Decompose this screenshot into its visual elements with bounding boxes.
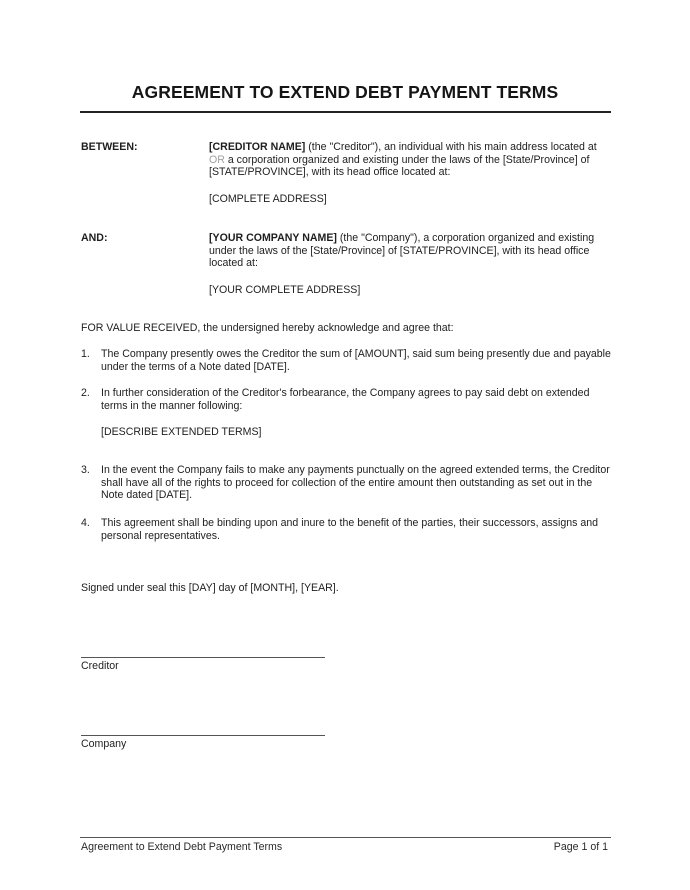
company-address: [YOUR COMPLETE ADDRESS] [209,284,361,296]
company-signature-label: Company [81,738,127,750]
creditor-signature-label: Creditor [81,660,119,672]
list-item: This agreement shall be binding upon and inure to the benefit of the parties, their successors, assigns and personal representatives. [101,517,599,542]
and-clause [209,232,604,270]
list-item: In the event the Company fails to make any payments punctually on the agreed extended terms, the Creditor shall have all of the rights to proceed for collection of the entire amount then outstanding as set out in the Note dated [DATE]. [101,464,610,502]
item-number: 1. [81,348,90,360]
and-text: (the "Company"), a corporation organized and existing under the laws of the [State/Province] of [STATE/PROVINCE], with its head office located at: [209,232,595,270]
and-label: AND: [81,232,108,244]
creditor-name-placeholder: [CREDITOR NAME] [209,141,306,153]
or-text: OR [209,153,225,166]
between-text-2: a corporation organized and existing under the laws of the [State/Province] of [STATE/PROVINCE], with its head office located at: [209,153,590,179]
footer-divider [80,837,611,838]
between-label: BETWEEN: [81,141,138,153]
list-item: In further consideration of the Creditor's forbearance, the Company agrees to pay said debt on extended terms in the manner following: [101,387,590,412]
item-number: 4. [81,517,90,529]
item-number: 2. [81,387,90,399]
between-clause [209,141,609,179]
item-number: 3. [81,464,90,476]
extended-terms-placeholder: [DESCRIBE EXTENDED TERMS] [101,426,262,438]
company-signature-line [81,735,325,736]
title-divider [80,111,611,113]
between-text-1: (the "Creditor"), an individual with his main address located at [305,141,597,153]
signed-under-seal: Signed under seal this [DAY] day of [MONTH], [YEAR]. [81,582,339,594]
creditor-address: [COMPLETE ADDRESS] [209,193,327,205]
page-number: Page 1 of 1 [553,841,608,853]
list-item: The Company presently owes the Creditor the sum of [AMOUNT], said sum being presently due and payable under the terms of a Note dated [DATE]. [101,348,611,373]
intro-text: FOR VALUE RECEIVED, the undersigned hereby acknowledge and agree that: [81,322,454,334]
creditor-signature-line [81,657,325,658]
footer-title: Agreement to Extend Debt Payment Terms [81,841,283,853]
document-title: AGREEMENT TO EXTEND DEBT PAYMENT TERMS [131,82,559,102]
company-name-placeholder: [YOUR COMPANY NAME] [209,232,337,244]
